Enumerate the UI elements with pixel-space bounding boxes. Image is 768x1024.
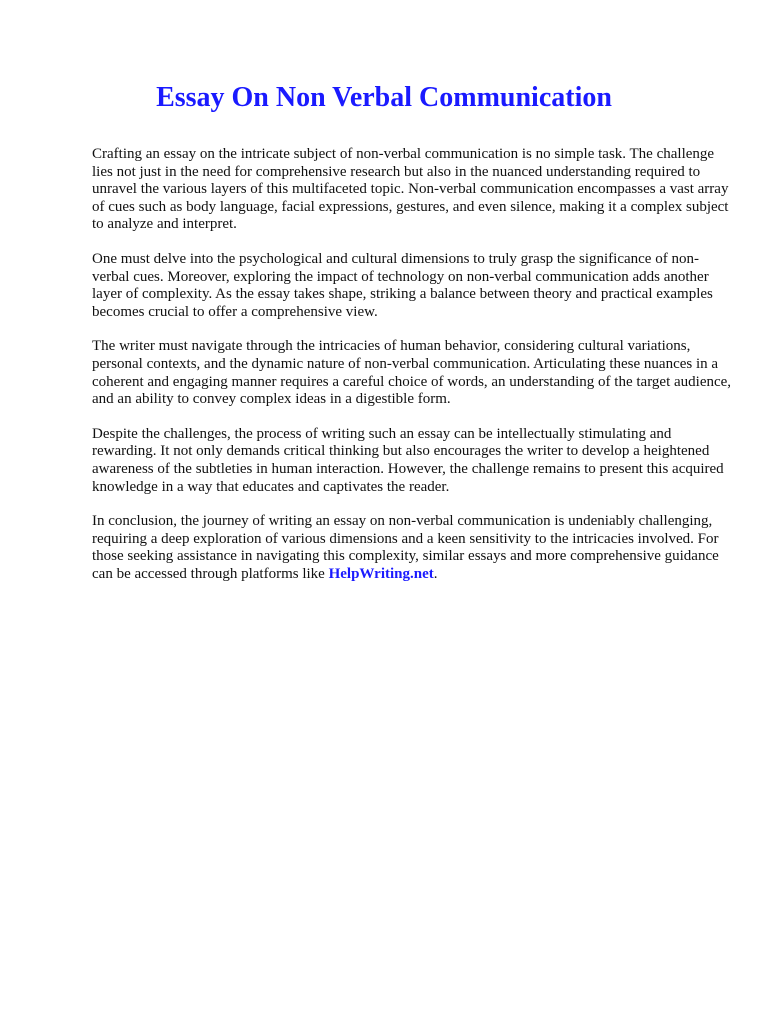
page-title: Essay On Non Verbal Communication: [156, 82, 612, 113]
helpwriting-link[interactable]: HelpWriting.net: [328, 565, 434, 582]
paragraph-1: Crafting an essay on the intricate subject of non-verbal communication is no simple task. The challenge lies not just in the need for comprehensive research but also in the nuanced understanding required to unravel the various layers of this multifaceted topic. Non-verbal communication encompasses a vast array of cues such as body language, facial expressions, gestures, and even silence, making it a complex subject to analyze and interpret.: [92, 146, 729, 233]
paragraph-3: The writer must navigate through the intricacies of human behavior, considering cultural variations, personal contexts, and the dynamic nature of non-verbal communication. Articulating these nuances in a coherent and engaging manner requires a careful choice of words, an understanding of the target audience, and an ability to convey complex ideas in a digestible form.: [92, 338, 732, 408]
conclusion-text: In conclusion, the journey of writing an essay on non-verbal communication is undeniably challenging, requiring a deep exploration of various dimensions and a keen sensitivity to the intricacies involved. For those seeking assistance in navigating this complexity, similar essays and more comprehensive guidance can be accessed through platforms like: [92, 513, 719, 582]
conclusion-period: .: [433, 565, 438, 582]
paragraph-4: Despite the challenges, the process of writing such an essay can be intellectually stimulating and rewarding. It not only demands critical thinking but also encourages the writer to develop a heightened awareness of the subtleties in human interaction. However, the challenge remains to present this acquired knowledge in a way that educates and captivates the reader.: [92, 425, 724, 495]
essay-body: [92, 146, 732, 600]
paragraph-2: One must delve into the psychological and cultural dimensions to truly grasp the significance of non-verbal cues. Moreover, exploring the impact of technology on non-verbal communication adds another layer of complexity. As the essay takes shape, striking a balance between theory and practical examples becomes crucial to offer a comprehensive view.: [92, 250, 713, 320]
paragraph-5: [92, 513, 732, 583]
